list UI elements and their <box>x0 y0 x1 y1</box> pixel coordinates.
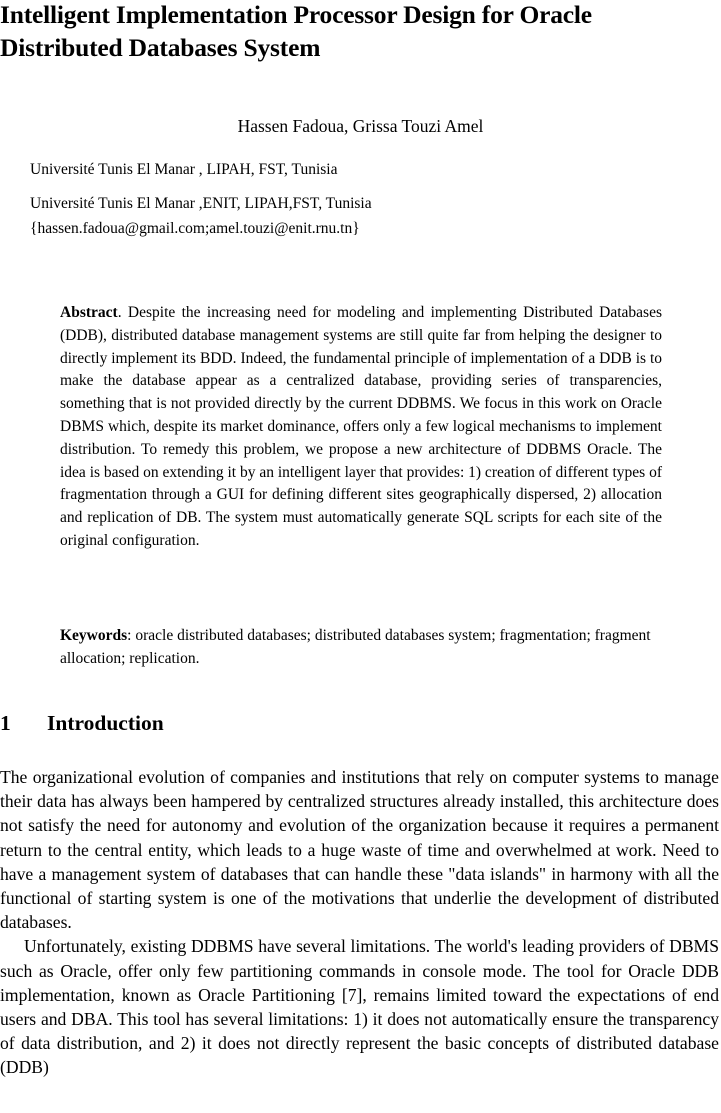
author-emails: {hassen.fadoua@gmail.com;amel.touzi@enit.rnu.tn} <box>30 220 360 237</box>
paper-authors: Hassen Fadoua, Grissa Touzi Amel <box>237 116 484 136</box>
section-body <box>0 765 719 1080</box>
paper-title: Intelligent Implementation Processor Design for Oracle Distributed Databases System <box>0 0 592 62</box>
section-title: Introduction <box>47 711 164 735</box>
section-number: 1 <box>0 711 11 735</box>
section-heading <box>0 708 164 738</box>
keywords-label: Keywords <box>60 627 128 644</box>
keywords-text: : oracle distributed databases; distributed databases system; fragmentation; fragment allocation; replication. <box>60 627 651 667</box>
abstract-text: . Despite the increasing need for modeling and implementing Distributed Databases (DDB), distributed database management systems are still quite far from helping the designer to directly implement its BDD. Indeed, the fundamental principle of implementation of a DDB is to make the database appear as a centralized database, providing series of transparencies, something that is not provided directly by the current DDBMS. We focus in this work on Oracle DBMS which, despite its market dominance, offers only a few logical mechanisms to implement distribution. To remedy this problem, we propose a new architecture of DDBMS Oracle. The idea is based on extending it by an intelligent layer that provides: 1) creation of different types of fragmentation through a GUI for defining different sites geographically dispersed, 2) allocation and replication of DB. The system must automatically generate SQL scripts for each site of the original configuration. <box>60 304 662 549</box>
keywords <box>60 625 662 671</box>
affiliation-2: Université Tunis El Manar ,ENIT, LIPAH,FST, Tunisia <box>30 195 372 212</box>
body-paragraph-2: Unfortunately, existing DDBMS have several limitations. The world's leading providers of DBMS such as Oracle, offer only few partitioning commands in console mode. The tool for Oracle DDB implementation, known as Oracle Partitioning [7], remains limited toward the expectations of end users and DBA. This tool has several limitations: 1) it does not automatically ensure the transparency of data distribution, and 2) it does not directly represent the basic concepts of distributed database (DDB) <box>0 936 719 1078</box>
abstract <box>60 302 662 553</box>
body-paragraph-1: The organizational evolution of companies and institutions that rely on computer systems to manage their data has always been hampered by centralized structures already installed, this architecture does not satisfy the need for autonomy and evolution of the organization because it requires a permanent return to the central entity, which leads to a huge waste of time and overwhelmed at work. Need to have a management system of databases that can handle these "data islands" in harmony with all the functional of starting system is one of the motivations that underlie the development of distributed databases. <box>0 767 719 933</box>
abstract-label: Abstract <box>60 304 118 321</box>
affiliation-1: Université Tunis El Manar , LIPAH, FST, Tunisia <box>30 161 338 178</box>
